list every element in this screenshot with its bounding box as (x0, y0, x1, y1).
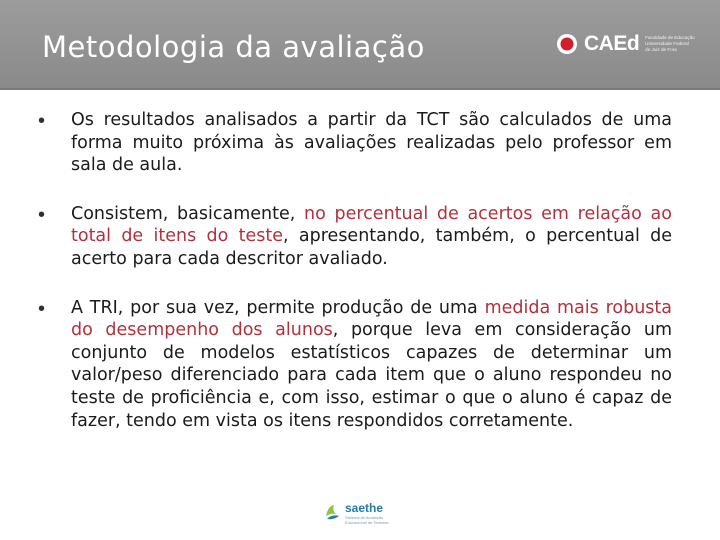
slide-title: Metodologia da avaliação (42, 30, 425, 64)
bullet-text (71, 203, 672, 271)
saethe-logo-subtitle: Sistema de Avaliação Educacional de Teresina (345, 515, 389, 525)
bullet-list (38, 109, 672, 458)
caed-logo-subtitle: Faculdade de Educação Universidade Federal de Juiz de Fora (645, 35, 695, 52)
bullet-text (71, 109, 672, 177)
saethe-logo-name: saethe (345, 501, 384, 515)
bullet-marker: • (38, 203, 46, 226)
caed-logo-icon (556, 33, 578, 55)
saethe-logo (322, 502, 389, 525)
highlighted-text: no percentual de acertos em relação ao total de itens do teste (71, 203, 672, 247)
bullet-marker: • (38, 297, 46, 320)
caed-logo-name: CAEd (584, 32, 640, 55)
bullet-marker: • (38, 110, 46, 132)
saethe-logo-icon (322, 502, 342, 522)
text-segment: Consistem, basicamente, (71, 203, 304, 224)
text-segment: , porque leva em consideração um conjunto de modelos estatísticos capazes de determinar um valor/peso diferenciado para cada item que o aluno respondeu no teste de proficiência e, com isso, estimar o que o aluno é capaz de fazer, tendo em vista os itens respondidos corretamente. (71, 320, 672, 431)
text-segment: A TRI, por sua vez, permite produção de uma (71, 297, 485, 318)
bullet-item (38, 109, 672, 177)
slide-header (0, 0, 720, 90)
caed-logo (556, 28, 695, 60)
bullet-item (38, 203, 672, 271)
text-segment: Os resultados analisados a partir da TCT são calculados de uma forma muito próxima às avaliações realizadas pelo professor em sala de aula. (71, 110, 672, 176)
text-segment: , apresentando, também, o percentual de acerto para cada descritor avaliado. (71, 226, 672, 269)
bullet-item (38, 297, 672, 433)
bullet-text (71, 297, 672, 433)
highlighted-text: medida mais robusta do desempenho dos alunos (71, 297, 672, 341)
